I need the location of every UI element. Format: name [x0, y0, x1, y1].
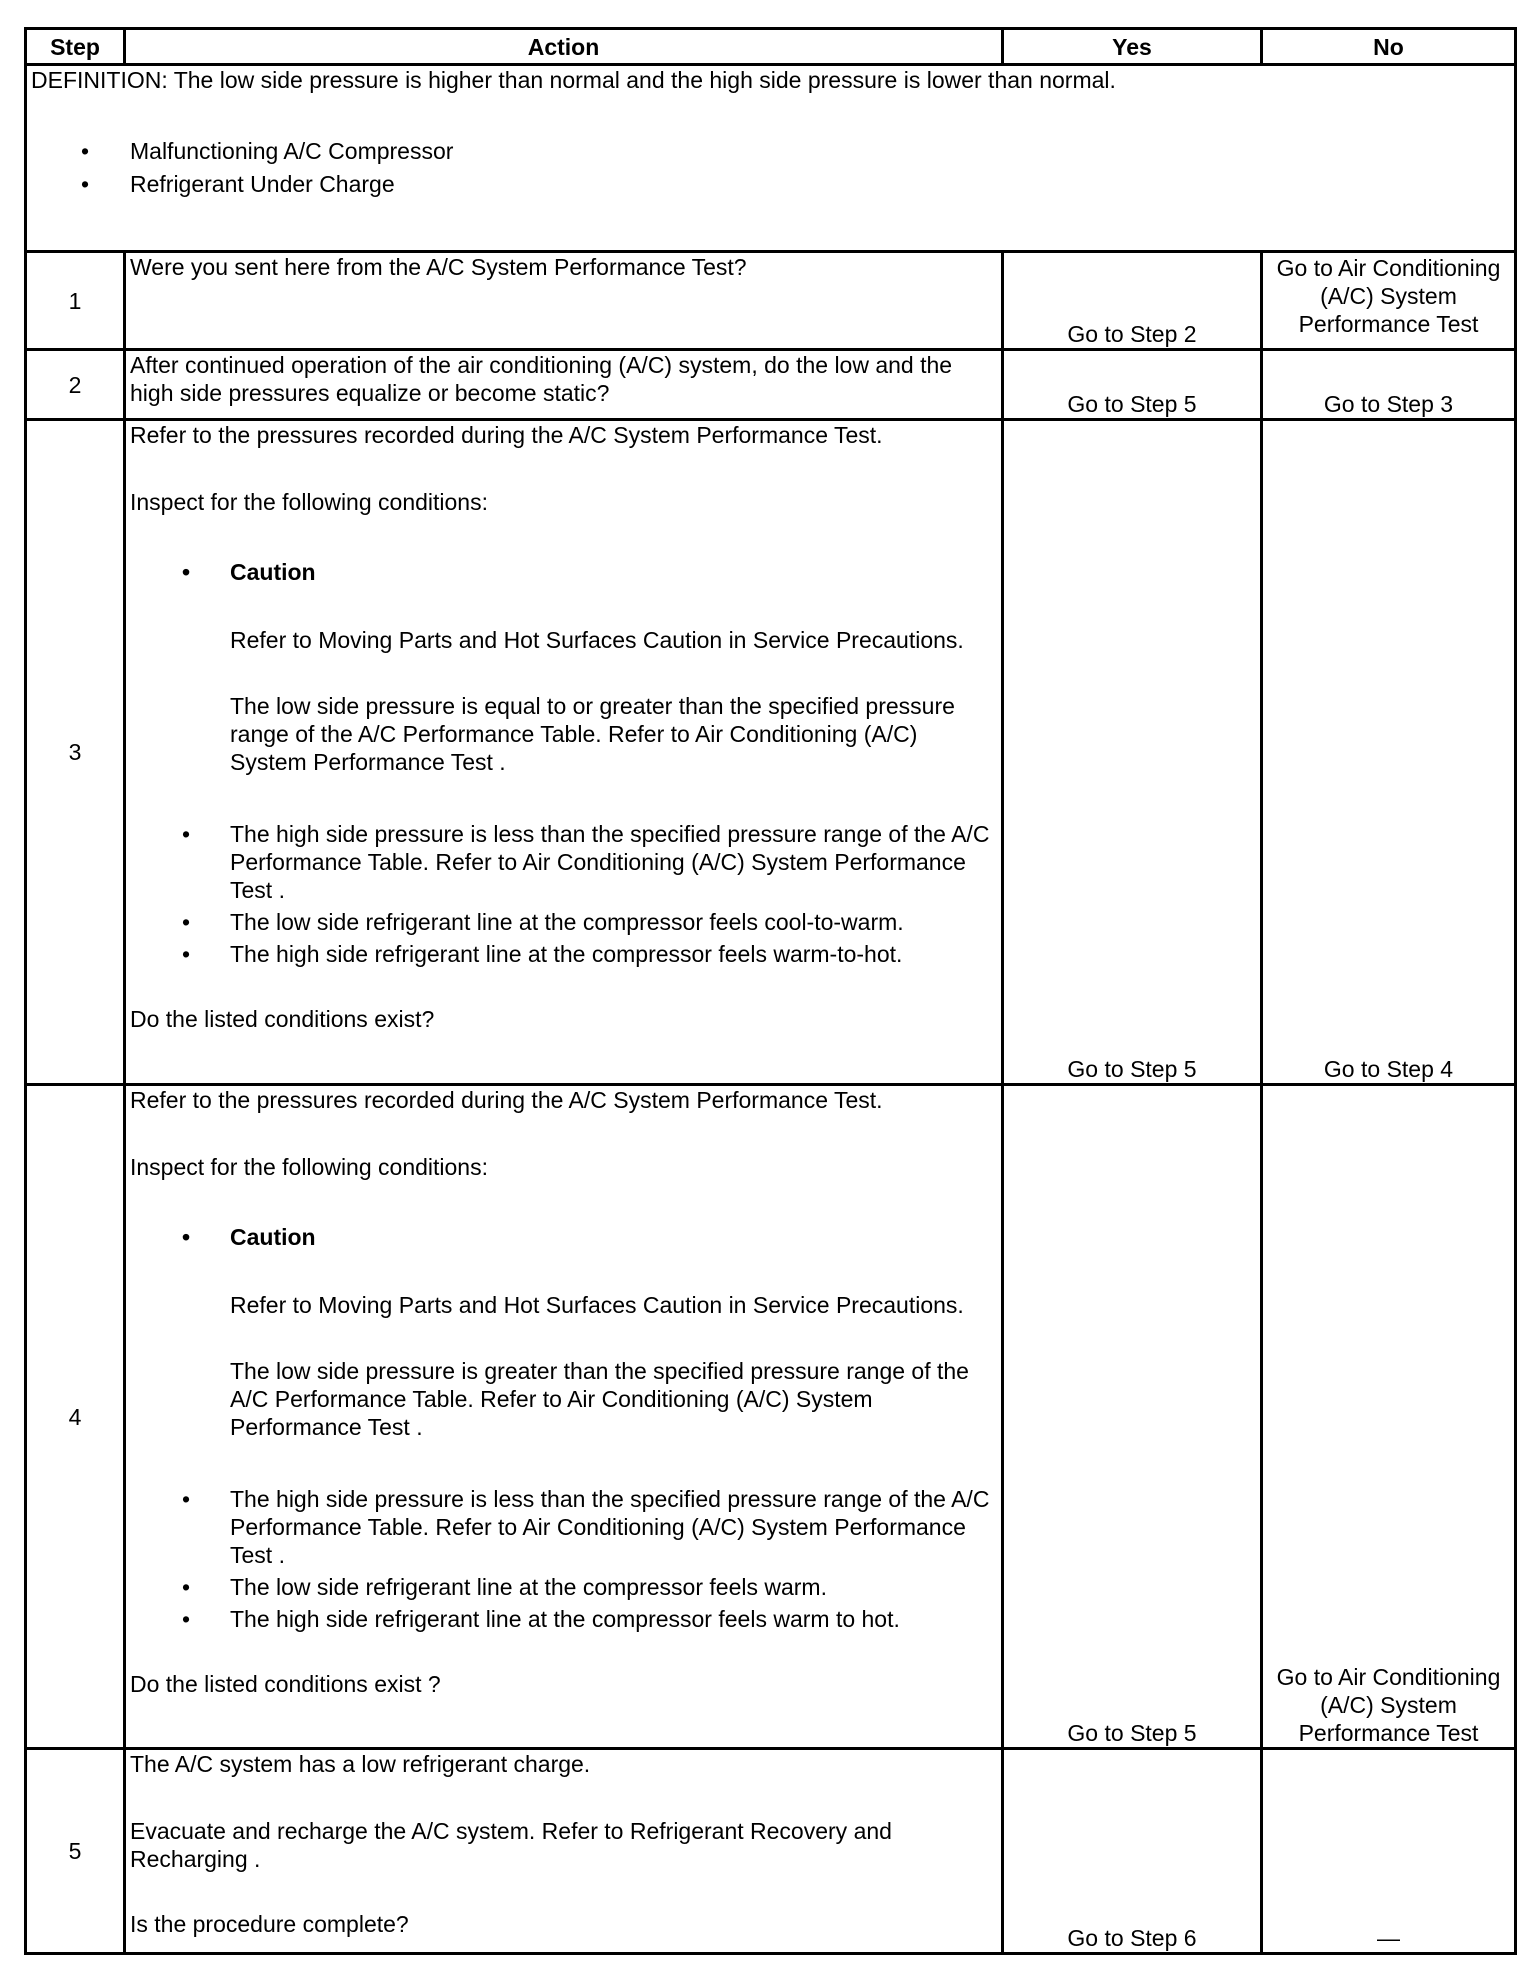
condition-text: The low side pressure is equal to or greater than the specified pressure range of the A/C Performance Table. Refer to Air Conditioning (A/C) System Performance Test . — [230, 693, 955, 775]
question-text: Do the listed conditions exist? — [130, 1006, 435, 1032]
step-row-5 — [26, 1749, 1516, 1954]
step-row-1 — [26, 252, 1516, 350]
condition-item: • The high side refrigerant line at the compressor feels warm to hot. — [130, 1605, 997, 1633]
step-number: 1 — [26, 252, 125, 350]
step-number: 5 — [26, 1749, 125, 1954]
no-cell[interactable]: Go to Air Conditioning (A/C) System Performance Test — [1262, 1085, 1516, 1749]
action-cell — [125, 252, 1003, 350]
header-step: Step — [26, 29, 125, 65]
question-text: Were you sent here from the A/C System Performance Test? — [130, 254, 747, 280]
no-cell[interactable]: Go to Air Conditioning (A/C) System Performance Test — [1262, 252, 1516, 350]
step-number: 2 — [26, 350, 125, 420]
action-cell — [125, 350, 1003, 420]
condition-item: • The low side refrigerant line at the compressor feels warm. — [130, 1573, 997, 1601]
yes-cell[interactable]: Go to Step 5 — [1003, 1085, 1262, 1749]
intro-text: Refer to the pressures recorded during the A/C System Performance Test. — [130, 1087, 883, 1113]
question-text: Is the procedure complete? — [130, 1911, 409, 1937]
inspect-text: Inspect for the following conditions: — [130, 1154, 488, 1180]
action-cell — [125, 1085, 1003, 1749]
yes-cell[interactable]: Go to Step 5 — [1003, 350, 1262, 420]
condition-item: • The high side pressure is less than the specified pressure range of the A/C Performance Table. Refer to Air Conditioning (A/C) System Performance Test . — [130, 1485, 997, 1569]
cause-list — [31, 137, 1510, 198]
caution-label: • Caution — [130, 558, 997, 586]
condition-list — [130, 1485, 997, 1633]
diagnostic-table — [24, 27, 1517, 1955]
cause-item: • Malfunctioning A/C Compressor — [31, 137, 1510, 165]
header-row — [26, 29, 1516, 65]
action-cell — [125, 1749, 1003, 1954]
definition-row — [26, 65, 1516, 252]
step-row-3 — [26, 420, 1516, 1085]
condition-item: • The high side refrigerant line at the compressor feels warm-to-hot. — [130, 940, 997, 968]
header-action: Action — [125, 29, 1003, 65]
question-text: After continued operation of the air conditioning (A/C) system, do the low and the high side pressures equalize or become static? — [130, 352, 953, 406]
yes-cell[interactable]: Go to Step 5 — [1003, 420, 1262, 1085]
step-number: 4 — [26, 1085, 125, 1749]
header-yes: Yes — [1003, 29, 1262, 65]
intro-text: Refer to the pressures recorded during the A/C System Performance Test. — [130, 422, 883, 448]
yes-cell[interactable]: Go to Step 6 — [1003, 1749, 1262, 1954]
condition-item: • The low side refrigerant line at the compressor feels cool-to-warm. — [130, 908, 997, 936]
definition-text: DEFINITION: The low side pressure is higher than normal and the high side pressure is lower than normal. — [31, 67, 1116, 93]
no-cell[interactable]: Go to Step 4 — [1262, 420, 1516, 1085]
condition-item: • The high side pressure is less than the specified pressure range of the A/C Performance Table. Refer to Air Conditioning (A/C) System Performance Test . — [130, 820, 997, 904]
caution-text: Refer to Moving Parts and Hot Surfaces Caution in Service Precautions. — [230, 1292, 964, 1318]
inspect-text: Inspect for the following conditions: — [130, 489, 488, 515]
question-text: Do the listed conditions exist ? — [130, 1671, 441, 1697]
intro-text: The A/C system has a low refrigerant charge. — [130, 1751, 591, 1777]
condition-text: The low side pressure is greater than the specified pressure range of the A/C Performance Table. Refer to Air Conditioning (A/C) System Performance Test . — [230, 1358, 969, 1440]
cause-item: • Refrigerant Under Charge — [31, 170, 1510, 198]
condition-list — [130, 1223, 997, 1251]
definition-cell — [26, 65, 1516, 252]
caution-label: • Caution — [130, 1223, 997, 1251]
header-no: No — [1262, 29, 1516, 65]
no-cell: — — [1262, 1749, 1516, 1954]
yes-cell[interactable]: Go to Step 2 — [1003, 252, 1262, 350]
step-row-4 — [26, 1085, 1516, 1749]
step-number: 3 — [26, 420, 125, 1085]
condition-list — [130, 558, 997, 586]
caution-text: Refer to Moving Parts and Hot Surfaces Caution in Service Precautions. — [230, 627, 964, 653]
step-row-2 — [26, 350, 1516, 420]
action-cell — [125, 420, 1003, 1085]
no-cell[interactable]: Go to Step 3 — [1262, 350, 1516, 420]
instruction-text: Evacuate and recharge the A/C system. Refer to Refrigerant Recovery and Recharging . — [130, 1818, 892, 1872]
condition-list — [130, 820, 997, 968]
